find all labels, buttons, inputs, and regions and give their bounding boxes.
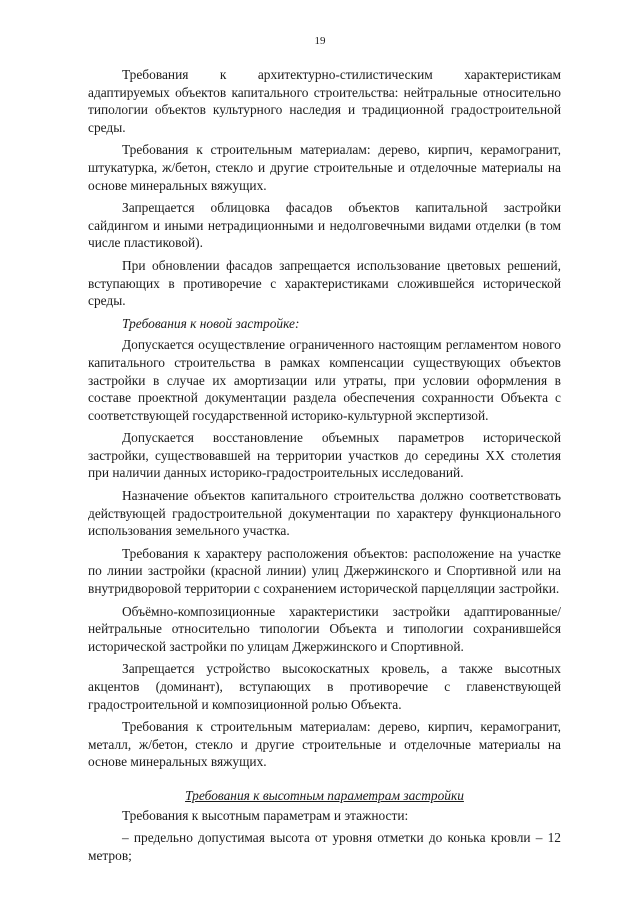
height-limit-item: – предельно допустимая высота от уровня отметки до конька кровли – 12 метров; (88, 830, 561, 863)
paragraph-volume-composition: Объёмно-композиционные характеристики застройки адаптированные/ нейтральные относительно типологии Объекта и типологии сохранившейся исторической застройки по улицам Джержинского и Спортивной. (88, 603, 561, 654)
paragraph-architectural-requirements: Требования к архитектурно-стилистическим характеристикам адаптируемых объектов капитального строительства: нейтральные относительно типологии объектов культурного наследия и традиционной градостроительной среды. (88, 67, 561, 135)
paragraph-facade-cladding-ban: Запрещается облицовка фасадов объектов капитальной застройки сайдингом и иными нетрадиционными и недолговечными видами отделки (в том числе пластиковой). (88, 200, 561, 251)
height-section-heading: Требования к высотным параметрам застройки (185, 787, 464, 803)
paragraph-purpose: Назначение объектов капитального строительства должно соответствовать действующей градостроительной документации по характеру функционального использования земельного участка. (88, 488, 561, 539)
paragraph-facade-color-ban: При обновлении фасадов запрещается использование цветовых решений, вступающих в противоречие с характеристиками сложившейся исторической среды. (88, 257, 561, 309)
new-construction-heading: Требования к новой застройке: (122, 315, 300, 331)
paragraph-materials-new: Требования к строительным материалам: дерево, кирпич, керамогранит, металл, ж/бетон, стекло и другие строительные и отделочные материалы на основе минеральных вяжущих. (88, 719, 561, 770)
page-number: 19 (314, 35, 326, 47)
height-section-intro: Требования к высотным параметрам и этажности: (122, 807, 409, 823)
document-body (88, 66, 561, 869)
paragraph-volume-restoration: Допускается восстановление объемных параметров исторической застройки, существовавшей на территории участков до середины XX столетия при наличии данных историко-градостроительных исследований. (88, 430, 561, 481)
paragraph-building-materials: Требования к строительным материалам: дерево, кирпич, керамогранит, штукатурка, ж/бетон, стекло и другие строительные и отделочные материалы на основе минеральных вяжущих. (88, 142, 561, 193)
paragraph-roof-ban: Запрещается устройство высокоскатных кровель, а также высотных акцентов (доминант), вступающих в противоречие с главенствующей градостроительной и композиционной ролью Объекта. (88, 661, 561, 712)
paragraph-placement: Требования к характеру расположения объектов: расположение на участке по линии застройки (красной линии) улиц Джержинского и Спортивной или на внутридворовой территории с сохранением исторической парцелляции застройки. (88, 545, 561, 597)
paragraph-new-construction-allowed: Допускается осуществление ограниченного настоящим регламентом нового капитального строительства в рамках компенсации существующих объектов застройки в случае их амортизации или утраты, при условии оформления в составе проектной документации раздела обеспечения сохранности Объекта с соответствующей государственной историко-культурной экспертизой. (88, 337, 561, 423)
